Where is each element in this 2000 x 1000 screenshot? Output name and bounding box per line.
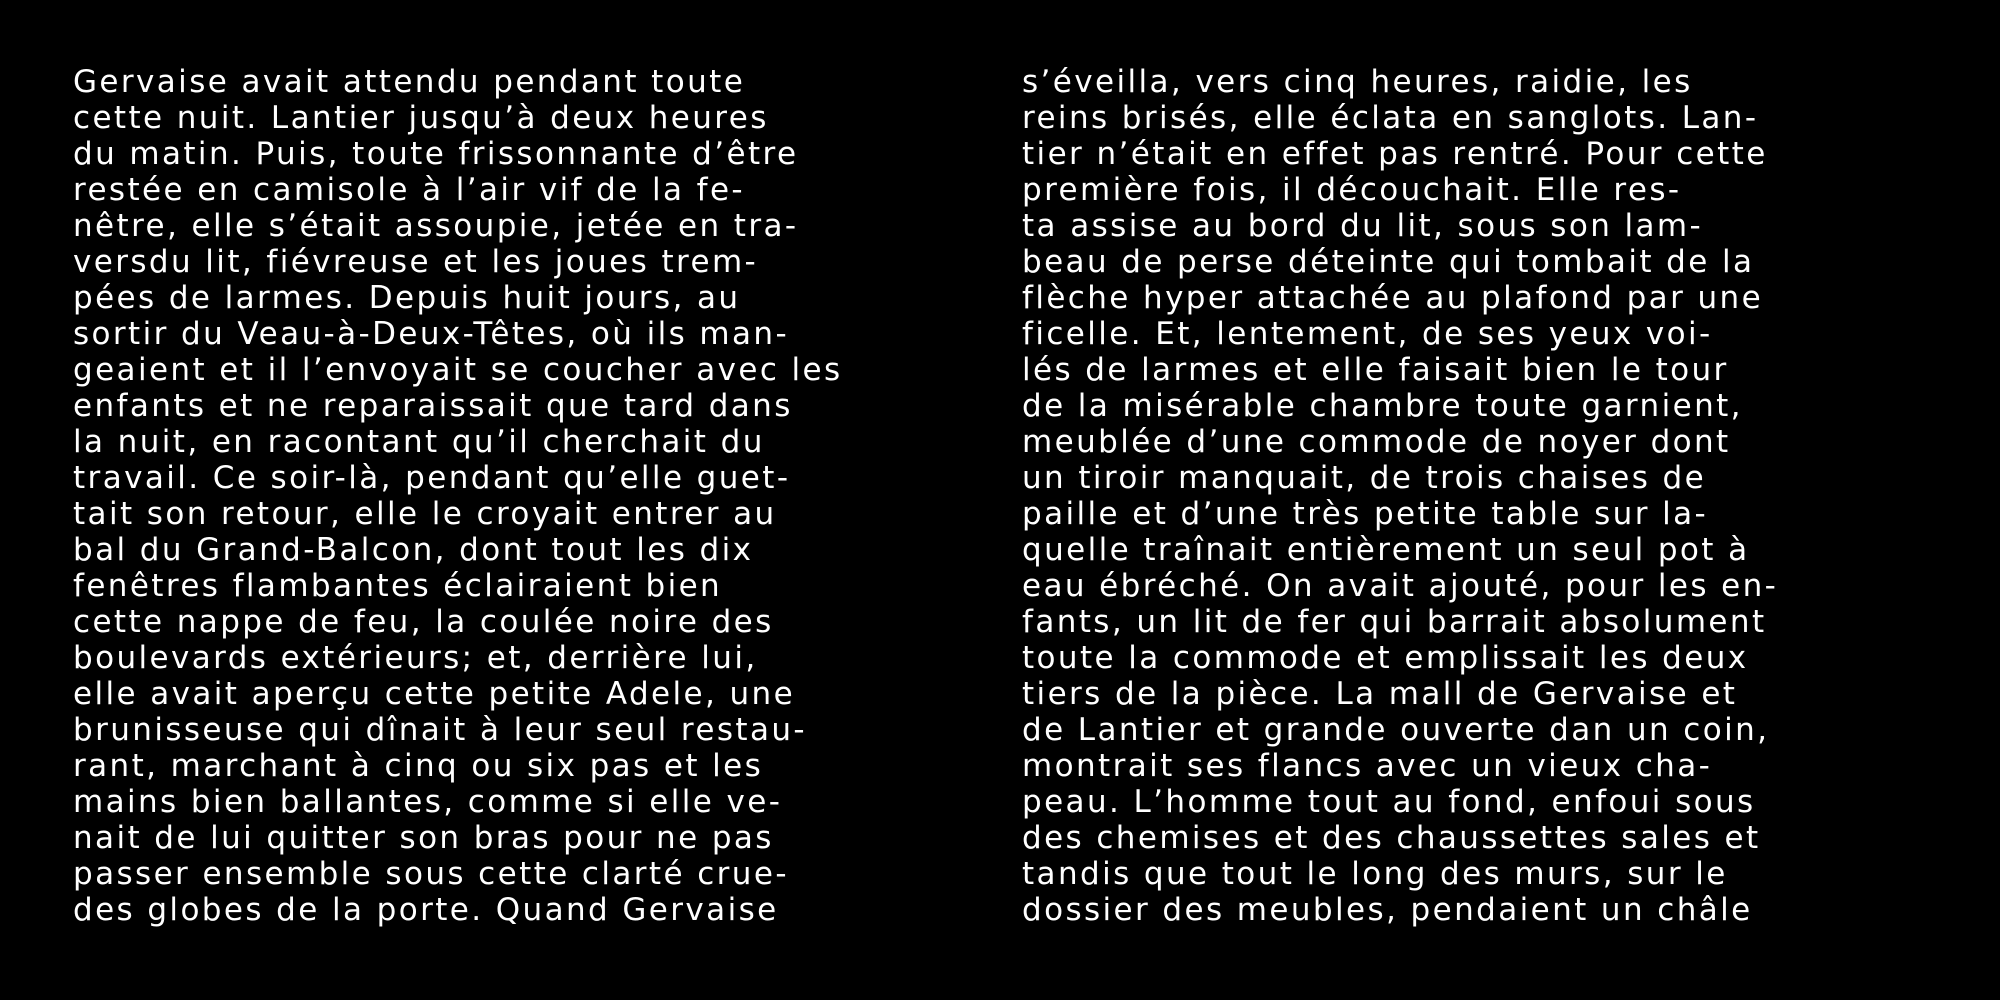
left-column-line: brunisseuse qui dînait à leur seul restau- [73, 712, 807, 748]
right-column-line: de la misérable chambre toute garnient, [1022, 388, 1743, 424]
right-column-line: tandis que tout le long des murs, sur le [1022, 856, 1728, 892]
right-column-line: des chemises et des chaussettes sales et [1022, 820, 1761, 856]
right-column-line: lés de larmes et elle faisait bien le tour [1022, 352, 1729, 388]
right-column-line: peau. L’homme tout au fond, enfoui sous [1022, 784, 1756, 820]
left-column-line: travail. Ce soir-là, pendant qu’elle guet- [73, 460, 791, 496]
left-column-line: cette nappe de feu, la coulée noire des [73, 604, 774, 640]
right-column-line: quelle traînait entièrement un seul pot à [1022, 532, 1750, 568]
left-column-line: Gervaise avait attendu pendant toute [73, 64, 746, 100]
left-column-line: nait de lui quitter son bras pour ne pas [73, 820, 774, 856]
left-column-line: enfants et ne reparaissait que tard dans [73, 388, 793, 424]
left-text-column [73, 64, 1013, 928]
left-column-line: fenêtres flambantes éclairaient bien [73, 568, 723, 604]
right-text-column [1022, 64, 1962, 928]
right-column-line: dossier des meubles, pendaient un châle [1022, 892, 1753, 928]
right-column-line: tier n’était en effet pas rentré. Pour cette [1022, 136, 1768, 172]
left-column-line: elle avait aperçu cette petite Adele, une [73, 676, 796, 712]
left-column-line: nêtre, elle s’était assoupie, jetée en tra- [73, 208, 799, 244]
right-column-line: paille et d’une très petite table sur la- [1022, 496, 1709, 532]
left-column-line: tait son retour, elle le croyait entrer au [73, 496, 777, 532]
right-column-line: beau de perse déteinte qui tombait de la [1022, 244, 1755, 280]
right-column-line: eau ébréché. On avait ajouté, pour les en- [1022, 568, 1779, 604]
right-column-line: toute la commode et emplissait les deux [1022, 640, 1749, 676]
left-column-line: versdu lit, fiévreuse et les joues trem- [73, 244, 759, 280]
left-column-line: mains bien ballantes, comme si elle ve- [73, 784, 783, 820]
right-column-line: ficelle. Et, lentement, de ses yeux voi- [1022, 316, 1713, 352]
left-column-line: du matin. Puis, toute frissonnante d’être [73, 136, 799, 172]
left-column-line: sortir du Veau-à-Deux-Têtes, où ils man- [73, 316, 790, 352]
right-column-line: reins brisés, elle éclata en sanglots. Lan- [1022, 100, 1759, 136]
left-column-line: la nuit, en racontant qu’il cherchait du [73, 424, 765, 460]
right-column-line: de Lantier et grande ouverte dan un coin, [1022, 712, 1770, 748]
left-column-line: passer ensemble sous cette clarté crue- [73, 856, 789, 892]
left-column-line: rant, marchant à cinq ou six pas et les [73, 748, 764, 784]
right-column-line: fants, un lit de fer qui barrait absolument [1022, 604, 1767, 640]
right-column-line: flèche hyper attachée au plafond par une [1022, 280, 1764, 316]
right-column-line: un tiroir manquait, de trois chaises de [1022, 460, 1707, 496]
right-column-line: montrait ses flancs avec un vieux cha- [1022, 748, 1713, 784]
right-column-line: meublée d’une commode de noyer dont [1022, 424, 1731, 460]
right-column-line: première fois, il découchait. Elle res- [1022, 172, 1682, 208]
right-column-line: s’éveilla, vers cinq heures, raidie, les [1022, 64, 1693, 100]
left-column-line: geaient et il l’envoyait se coucher avec les [73, 352, 843, 388]
right-column-line: ta assise au bord du lit, sous son lam- [1022, 208, 1704, 244]
left-column-line: cette nuit. Lantier jusqu’à deux heures [73, 100, 769, 136]
left-column-line: boulevards extérieurs; et, derrière lui, [73, 640, 758, 676]
left-column-line: des globes de la porte. Quand Gervaise [73, 892, 779, 928]
left-column-line: restée en camisole à l’air vif de la fe- [73, 172, 746, 208]
left-column-line: bal du Grand-Balcon, dont tout les dix [73, 532, 754, 568]
left-column-line: pées de larmes. Depuis huit jours, au [73, 280, 741, 316]
right-column-line: tiers de la pièce. La mall de Gervaise et [1022, 676, 1738, 712]
